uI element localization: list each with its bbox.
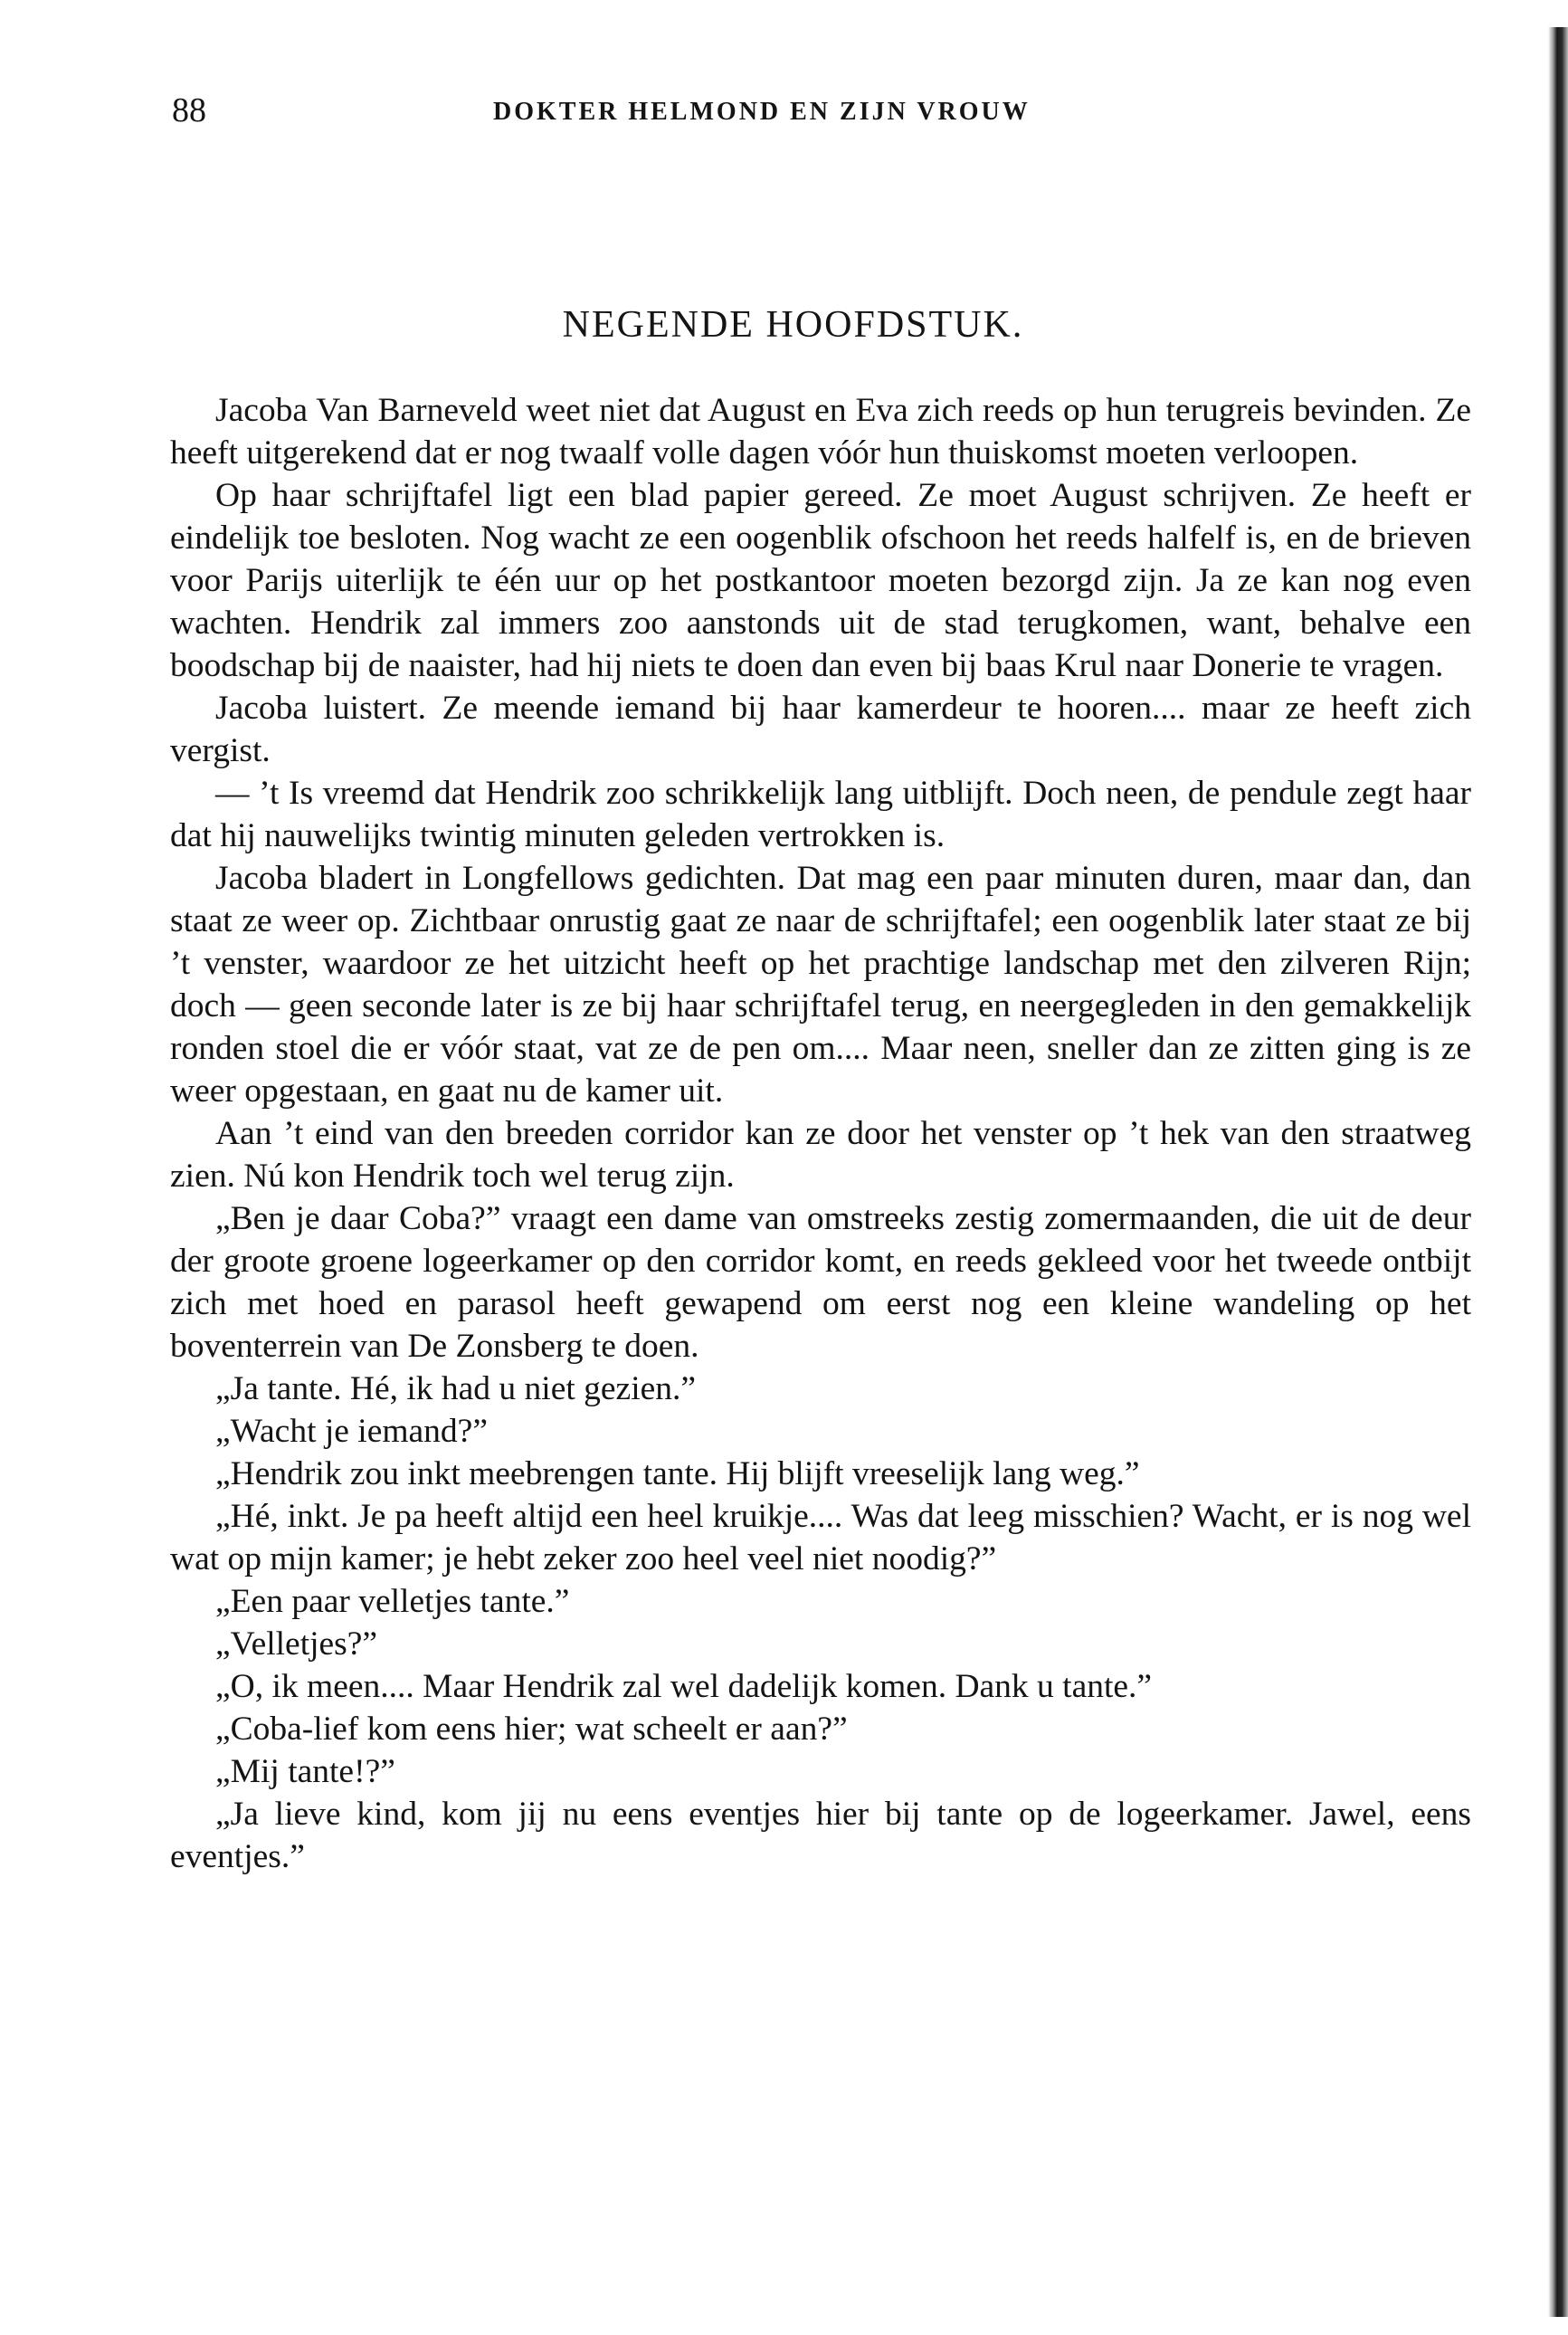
paragraph: Aan ’t eind van den breeden corridor kan ze door het venster op ’t hek van den straatweg zien. Nú kon Hendrik toch wel terug zijn. [170, 1115, 1471, 1195]
paragraph: Jacoba Van Barneveld weet niet dat August en Eva zich reeds op hun terugreis bevinden. Ze heeft uitgerekend dat er nog twaalf volle dagen vóór hun thuiskomst moeten verloopen. [170, 392, 1471, 472]
dialogue-line: „Ja lieve kind, kom jij nu eens eventjes hier bij tante op de logeerkamer. Jawel, eens eventjes.” [170, 1796, 1471, 1875]
dialogue-line: „Hendrik zou inkt meebrengen tante. Hij blijft vreeselijk lang weg.” [215, 1455, 1140, 1492]
running-head: DOKTER HELMOND EN ZIJN VROUW [493, 98, 1031, 126]
paragraph: Jacoba bladert in Longfellows gedichten. Dat mag een paar minuten duren, maar dan, dan staat ze weer op. Zichtbaar onrustig gaat ze naar de schrijftafel; een oogenblik later staat ze bij ’t venster, waardoor ze het uitzicht heeft op het prachtige landschap met den zilveren Rijn; doch — geen seconde later is ze bij haar schrijftafel terug, en neergegleden in den gemakkelijk ronden stoel die er vóór staat, vat ze de pen om.... Maar neen, sneller dan ze zitten ging is ze weer opgestaan, en gaat nu de kamer uit. [170, 860, 1471, 1110]
page-number: 88 [172, 91, 206, 129]
dialogue-line: „Een paar velletjes tante.” [215, 1583, 570, 1620]
paragraph: „Ben je daar Coba?” vraagt een dame van omstreeks zestig zomermaanden, die uit de deur der groote groene logeerkamer op den corridor komt, en reeds gekleed voor het tweede ontbijt zich met hoed en parasol heeft gewapend om eerst nog een kleine wandeling op het boventerrein van De Zonsberg te doen. [170, 1200, 1471, 1365]
scan-edge-shadow [1548, 27, 1568, 2317]
paragraph: Op haar schrijftafel ligt een blad papier gereed. Ze moet August schrijven. Ze heeft er eindelijk toe besloten. Nog wacht ze een oogenblik ofschoon het reeds halfelf is, en de brieven voor Parijs uiterlijk te één uur op het postkantoor moeten bezorgd zijn. Ja ze kan nog even wachten. Hendrik zal immers zoo aanstonds uit de stad terugkomen, want, behalve een boodschap bij de naaister, had hij niets te doen dan even bij baas Krul naar Donerie te vragen. [170, 477, 1471, 684]
paragraph: Jacoba luistert. Ze meende iemand bij haar kamerdeur te hooren.... maar ze heeft zich vergist. [170, 690, 1471, 769]
body-text [170, 389, 1471, 1878]
dialogue-line: „Hé, inkt. Je pa heeft altijd een heel kruikje.... Was dat leeg misschien? Wacht, er is nog wel wat op mijn kamer; je hebt zeker zoo heel veel niet noodig?” [170, 1498, 1471, 1577]
chapter-title: NEGENDE HOOFDSTUK. [562, 304, 1024, 346]
paragraph: — ’t Is vreemd dat Hendrik zoo schrikkelijk lang uitblijft. Doch neen, de pendule zegt haar dat hij nauwelijks twintig minuten geleden vertrokken is. [170, 775, 1471, 854]
dialogue-line: „Velletjes?” [215, 1625, 378, 1663]
dialogue-line: „Wacht je iemand?” [215, 1413, 488, 1450]
dialogue-line: „Coba-lief kom eens hier; wat scheelt er aan?” [215, 1711, 848, 1748]
dialogue-line: „O, ik meen.... Maar Hendrik zal wel dadelijk komen. Dank u tante.” [215, 1668, 1153, 1705]
dialogue-line: „Mij tante!?” [215, 1753, 395, 1790]
dialogue-line: „Ja tante. Hé, ik had u niet gezien.” [215, 1370, 697, 1407]
